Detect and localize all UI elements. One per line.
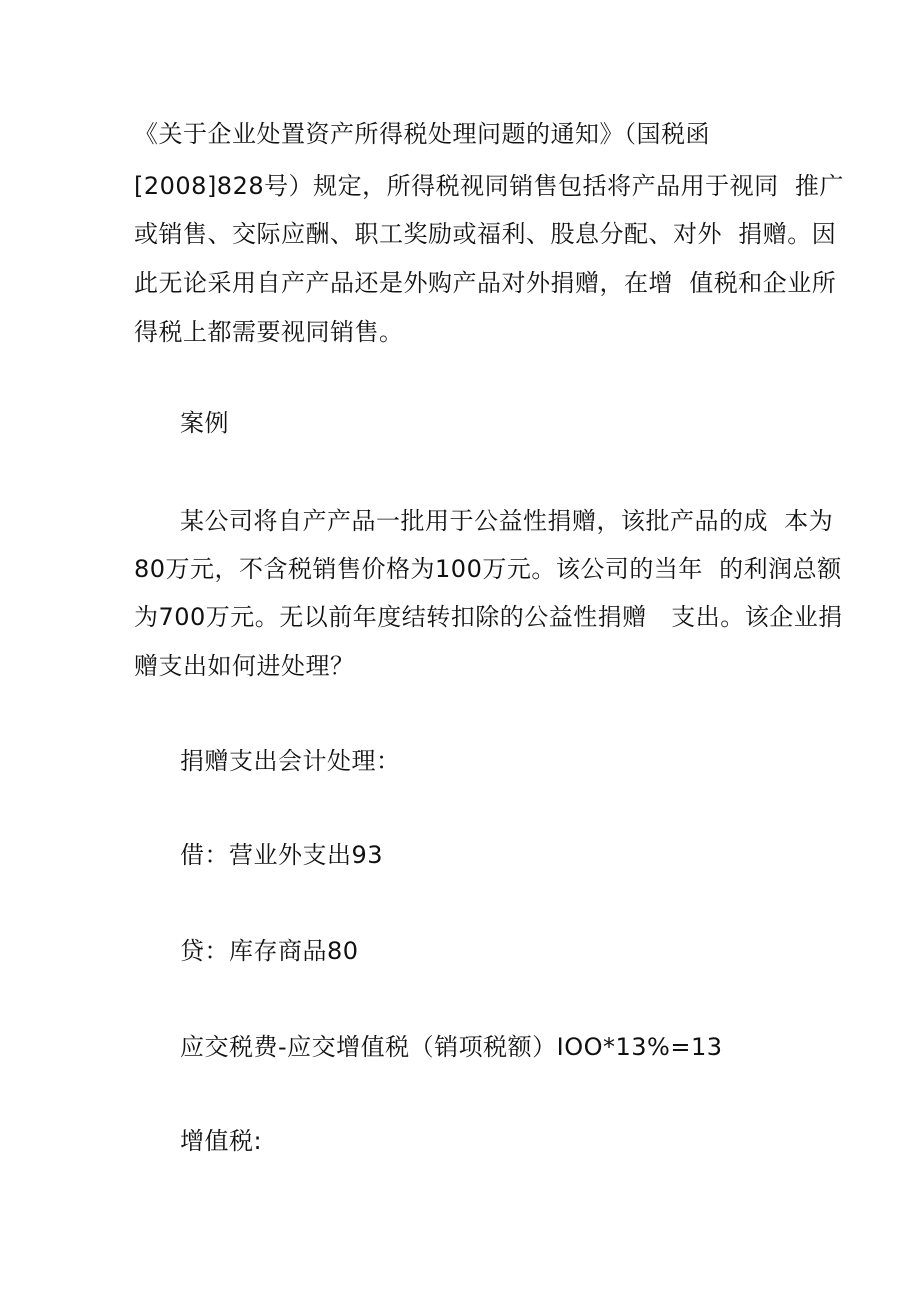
- accounting-heading: 捐赠支出会计处理：: [180, 747, 401, 775]
- debit-entry: 借：营业外支出93: [180, 841, 384, 869]
- case-line-2: 80万元，不含税销售价格为100万元。该公司的当年 的利润总额: [134, 555, 842, 583]
- case-heading: 案例: [180, 409, 229, 437]
- intro-line-2: [2008]828号）规定，所得税视同销售包括将产品用于视同 推广: [134, 172, 844, 200]
- vat-heading: 增值税:: [180, 1127, 263, 1155]
- case-line-3: 为700万元。无以前年度结转扣除的公益性捐赠 支出。该企业捐: [134, 603, 843, 631]
- intro-line-4: 此无论采用自产产品还是外购产品对外捐赠，在增 值税和企业所: [134, 269, 837, 297]
- intro-line-1: 《关于企业处置资产所得税处理问题的通知》（国税函: [134, 120, 710, 148]
- case-line-1: 某公司将自产产品一批用于公益性捐赠，该批产品的成 本为: [180, 507, 834, 535]
- case-line-4: 赠支出如何进处理？: [134, 652, 355, 680]
- intro-line-3: 或销售、交际应酬、职工奖励或福利、股息分配、对外 捐赠。因: [134, 220, 837, 248]
- credit-entry: 贷：库存商品80: [180, 937, 359, 965]
- vat-entry: 应交税费-应交增值税（销项税额）IOO*13%=13: [180, 1033, 723, 1061]
- intro-line-5: 得税上都需要视同销售。: [134, 318, 404, 346]
